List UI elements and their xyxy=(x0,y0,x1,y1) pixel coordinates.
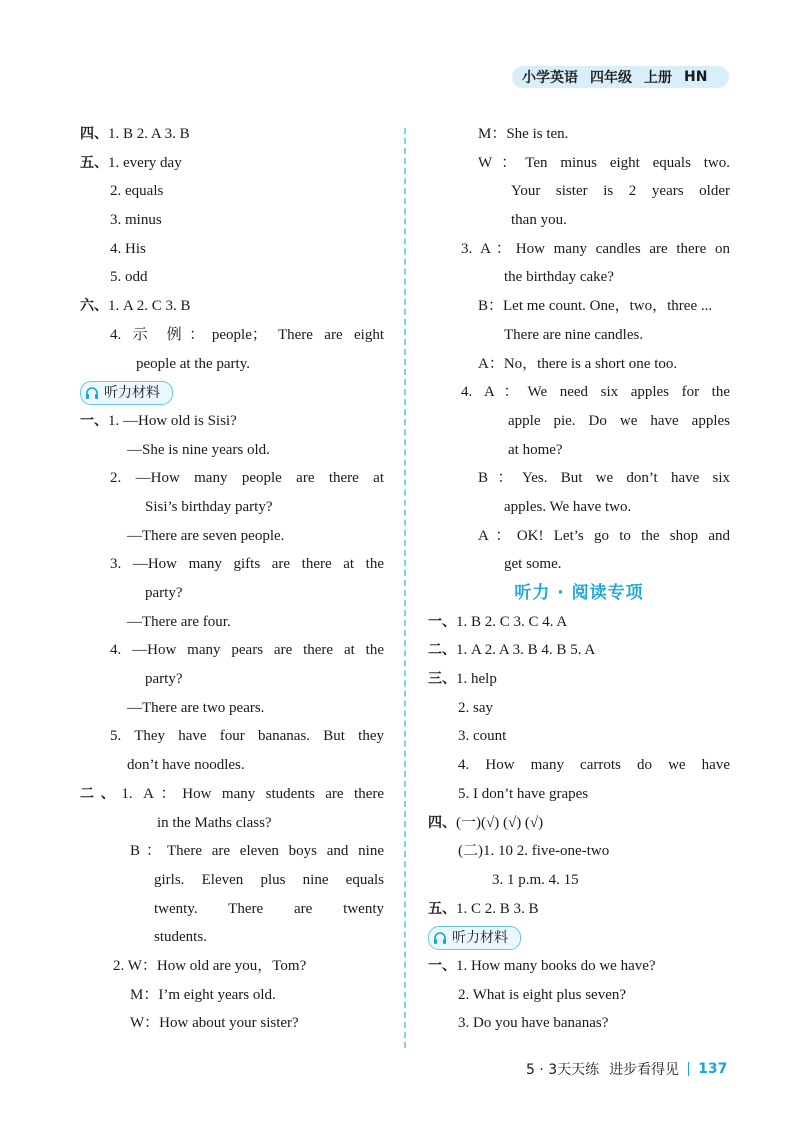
transcript-line xyxy=(80,837,384,866)
transcript-text: 3. —How many gifts are there at the xyxy=(110,556,384,573)
header-grade: 四年级 xyxy=(590,70,632,86)
transcript-line xyxy=(428,292,730,321)
transcript-text: in the Maths class? xyxy=(157,814,272,831)
answer-line xyxy=(80,292,384,321)
transcript-line xyxy=(80,981,384,1010)
page-footer xyxy=(526,1059,727,1079)
transcript-text: 2. —How many people are there at xyxy=(110,470,384,487)
answer-line xyxy=(428,608,730,637)
transcript-text: —There are seven people. xyxy=(127,527,285,544)
transcript-line xyxy=(80,407,384,436)
transcript-text: than you. xyxy=(511,212,567,229)
transcript-text: 3. A：How many candles are there on xyxy=(461,240,730,257)
answer-text: 5. odd xyxy=(110,269,148,286)
transcript-line xyxy=(428,263,730,292)
section-label: 三、 xyxy=(428,671,456,688)
answer-line xyxy=(428,866,730,895)
header-edition: HN xyxy=(684,69,708,85)
section-label: 五、 xyxy=(80,154,108,171)
answer-text: 4. How many carrots do we have xyxy=(458,757,730,774)
section-label: 一、 xyxy=(428,957,456,974)
answer-line xyxy=(428,694,730,723)
answer-line xyxy=(80,149,384,178)
answer-text: 3. minus xyxy=(110,212,162,229)
answer-line xyxy=(80,350,384,379)
header-volume: 上册 xyxy=(644,70,672,86)
section-label: 六、 xyxy=(80,298,108,315)
transcript-line xyxy=(428,235,730,264)
answer-line xyxy=(80,321,384,350)
transcript-line xyxy=(80,722,384,751)
headphones-icon xyxy=(433,931,447,945)
transcript-line xyxy=(80,493,384,522)
transcript-line xyxy=(428,1009,730,1038)
answer-text: 1. B 2. A 3. B xyxy=(108,126,190,142)
transcript-line xyxy=(80,952,384,981)
transcript-line xyxy=(80,608,384,637)
transcript-text: W：Ten minus eight equals two. xyxy=(478,154,730,171)
transcript-text: 2. W：How old are you，Tom? xyxy=(113,957,307,974)
transcript-text: —She is nine years old. xyxy=(127,441,270,458)
answer-text: (二)1. 10 2. five-one-two xyxy=(458,843,610,860)
section-label: 一、 xyxy=(428,613,456,630)
answer-text: 1. A 2. C 3. B xyxy=(108,298,191,315)
header-subject: 小学英语 xyxy=(522,70,578,86)
answer-text: 5. I don’t have grapes xyxy=(458,785,589,802)
section-title: 听力 · 阅读专项 xyxy=(514,583,644,603)
listening-material-tag xyxy=(80,381,173,405)
transcript-text: B：There are eleven boys and nine xyxy=(130,843,384,860)
listening-material-tag xyxy=(428,926,521,950)
headphones-icon xyxy=(85,386,99,400)
transcript-line xyxy=(80,751,384,780)
transcript-line xyxy=(428,378,730,407)
listening-material-tag-row xyxy=(80,378,384,407)
transcript-line xyxy=(428,350,730,379)
transcript-line xyxy=(80,464,384,493)
section-label: 四、 xyxy=(428,814,456,831)
answer-text: 1. C 2. B 3. B xyxy=(456,900,539,917)
transcript-line xyxy=(428,436,730,465)
section-label: 一、 xyxy=(80,412,108,429)
transcript-text: 1. —How old is Sisi? xyxy=(108,412,237,429)
page-header-badge xyxy=(512,66,729,88)
transcript-text: get some. xyxy=(504,556,562,573)
answer-line xyxy=(80,235,384,264)
answer-line xyxy=(428,895,730,924)
tag-label: 听力材料 xyxy=(452,930,508,947)
answer-line xyxy=(428,751,730,780)
transcript-line xyxy=(80,1009,384,1038)
answer-text: (一)(√) (√) (√) xyxy=(456,814,544,831)
transcript-line xyxy=(80,780,384,809)
transcript-text: twenty. There are twenty xyxy=(154,900,384,917)
transcript-text: students. xyxy=(154,929,207,946)
transcript-line xyxy=(80,636,384,665)
transcript-text: There are nine candles. xyxy=(504,326,644,343)
transcript-line xyxy=(80,694,384,723)
transcript-line xyxy=(428,464,730,493)
transcript-text: the birthday cake? xyxy=(504,269,614,286)
answer-line xyxy=(80,120,384,149)
transcript-line xyxy=(80,550,384,579)
answer-text: 1. A 2. A 3. B 4. B 5. A xyxy=(456,642,596,659)
transcript-line xyxy=(80,436,384,465)
transcript-line xyxy=(80,522,384,551)
transcript-text: party? xyxy=(145,671,183,688)
transcript-line xyxy=(428,120,730,149)
answer-line xyxy=(428,780,730,809)
transcript-text: at home? xyxy=(508,441,563,458)
transcript-line xyxy=(428,550,730,579)
answer-line xyxy=(428,665,730,694)
section-label: 四、 xyxy=(80,126,108,142)
answer-text: people at the party. xyxy=(136,355,250,372)
transcript-line xyxy=(428,321,730,350)
transcript-text: 5. They have four bananas. But they xyxy=(110,728,384,745)
section-label: 五、 xyxy=(428,900,456,917)
transcript-line xyxy=(428,177,730,206)
answer-line xyxy=(80,177,384,206)
answer-line xyxy=(428,837,730,866)
transcript-text: party? xyxy=(145,585,183,601)
transcript-line xyxy=(80,579,384,608)
transcript-text: W：How about your sister? xyxy=(130,1015,299,1032)
transcript-line xyxy=(428,149,730,178)
transcript-text: M：She is ten. xyxy=(478,126,569,142)
column-divider xyxy=(404,128,406,1048)
answer-line xyxy=(428,636,730,665)
transcript-line xyxy=(80,665,384,694)
listening-material-tag-row xyxy=(428,923,730,952)
transcript-text: girls. Eleven plus nine equals xyxy=(154,871,384,888)
answer-text: 4. 示 例：people； There are eight xyxy=(110,326,384,343)
transcript-text: 3. Do you have bananas? xyxy=(458,1015,609,1032)
transcript-text: 4. —How many pears are there at the xyxy=(110,642,384,659)
transcript-line xyxy=(428,952,730,981)
transcript-text: 4. A：We need six apples for the xyxy=(461,384,730,401)
transcript-line xyxy=(428,981,730,1010)
transcript-text: 2. What is eight plus seven? xyxy=(458,986,627,1003)
transcript-text: A：OK! Let’s go to the shop and xyxy=(478,527,730,544)
transcript-text: Your sister is 2 years older xyxy=(511,183,730,200)
transcript-text: Sisi’s birthday party? xyxy=(145,498,273,515)
transcript-text: B：Let me count. One，two，three ... xyxy=(478,298,713,315)
footer-slogan: 进步看得见 xyxy=(609,1062,680,1078)
transcript-text: 1. A：How many students are there xyxy=(121,785,384,802)
answer-text: 3. 1 p.m. 4. 15 xyxy=(492,871,579,888)
answer-text: 4. His xyxy=(110,240,146,257)
section-label: 二、 xyxy=(428,642,456,659)
transcript-line xyxy=(80,895,384,924)
tag-label: 听力材料 xyxy=(104,385,160,402)
transcript-line xyxy=(428,407,730,436)
transcript-line xyxy=(80,923,384,952)
transcript-text: A：No，there is a short one too. xyxy=(478,355,678,372)
answer-line xyxy=(428,722,730,751)
answer-text: 2. equals xyxy=(110,183,164,200)
answer-text: 3. count xyxy=(458,728,507,745)
transcript-line xyxy=(80,866,384,895)
answer-line xyxy=(80,206,384,235)
answer-text: 1. B 2. C 3. C 4. A xyxy=(456,613,568,630)
transcript-line xyxy=(428,493,730,522)
section-label: 二、 xyxy=(80,785,122,802)
transcript-text: apples. We have two. xyxy=(504,498,632,515)
page-number: 137 xyxy=(698,1061,728,1077)
transcript-line xyxy=(80,809,384,838)
answer-line xyxy=(428,809,730,838)
transcript-line xyxy=(428,522,730,551)
transcript-text: —There are four. xyxy=(127,613,231,630)
transcript-text: B：Yes. But we don’t have six xyxy=(478,470,730,487)
footer-brand: 5 · 3天天练 xyxy=(526,1062,600,1078)
transcript-text: —There are two pears. xyxy=(127,699,265,716)
transcript-text: don’t have noodles. xyxy=(127,757,245,774)
footer-separator xyxy=(688,1062,689,1076)
transcript-text: 1. How many books do we have? xyxy=(456,957,656,974)
answer-text: 2. say xyxy=(458,699,493,716)
answer-line xyxy=(80,263,384,292)
transcript-text: M：I’m eight years old. xyxy=(130,986,276,1003)
answer-text: 1. every day xyxy=(108,154,182,171)
transcript-text: apple pie. Do we have apples xyxy=(508,412,730,429)
transcript-line xyxy=(428,206,730,235)
left-column xyxy=(80,120,384,1038)
answer-text: 1. help xyxy=(456,671,497,688)
right-column xyxy=(428,120,730,1038)
